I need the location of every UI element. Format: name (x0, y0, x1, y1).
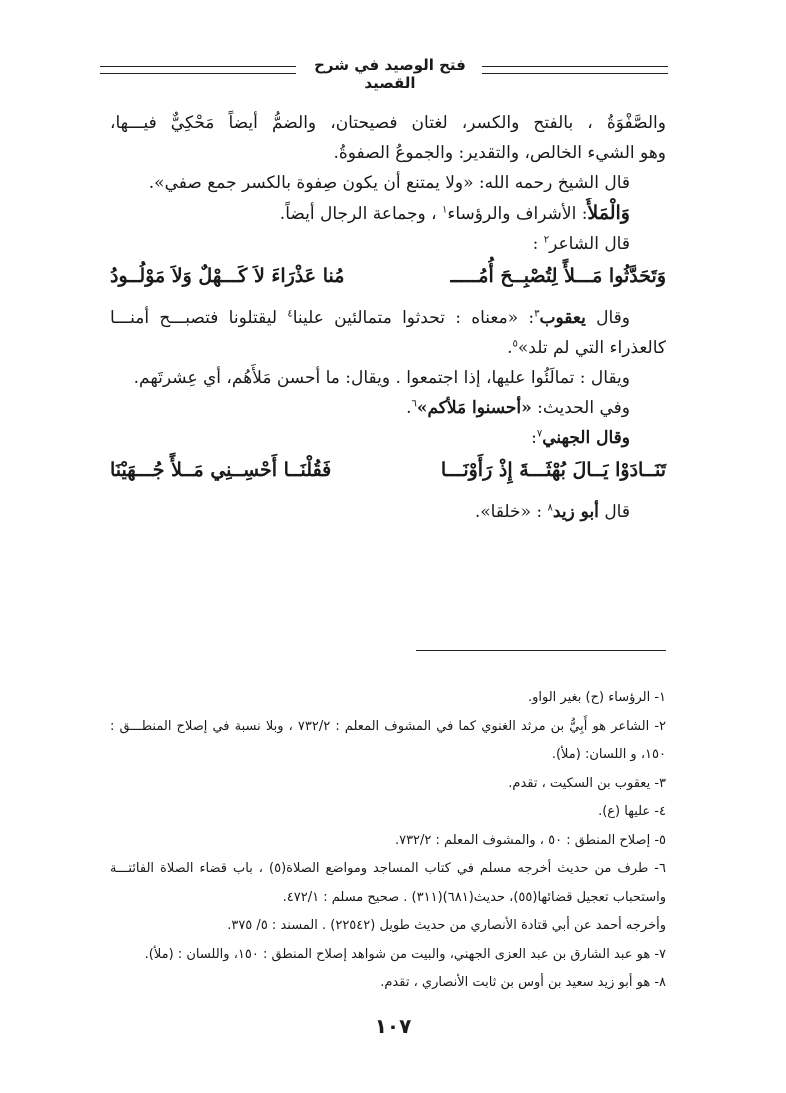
footnote-ref-6: ٦ (411, 398, 417, 410)
footnote-ref-5: ٥ (512, 338, 518, 350)
header-rule-left (100, 66, 296, 74)
paragraph-8 (110, 423, 666, 453)
verse-1-first-hemistich: وَتَحَدَّثُوا مَـــلأً لِتُصْبِــحَ أُمُـــــ (450, 265, 666, 287)
footnote-8: ٨- هو أبو زيد سعيد بن أوس بن ثابت الأنصاري ، تقدم. (380, 975, 666, 990)
paragraph-7 (110, 393, 666, 423)
paragraph-4-text: قال الشاعر (549, 234, 630, 254)
footnote-6-line-2: واستحباب تعجيل قضائها(٥٥)، حديث(٦٨١)(٣١١) . صحيح مسلم : ٤٧٢/١. (282, 889, 666, 905)
footnote-ref-1: ١ (442, 204, 448, 216)
paragraph-1-line-2 (110, 138, 666, 168)
page-number: ١٠٧ (374, 1014, 412, 1038)
footnote-1: ١- الرؤساء (ح) بغير الواو. (527, 690, 666, 705)
footnote-3: ٣- يعقوب بن السكيت ، تقدم. (508, 775, 666, 791)
footnote-4: ٤- عليها (ع). (598, 804, 666, 819)
paragraph-1-line-1 (110, 108, 666, 138)
paragraph-1-line-1-text: والصَّفْوَةُ ، بالفتح والكسر، لغتان فصيحتان، والضمُّ أيضاً مَحْكِيٌّ فيـــها، (110, 113, 666, 133)
name-abu-zayd: أبو زيد (552, 502, 599, 522)
verse-2 (110, 455, 666, 485)
paragraph-5-line-2-text: كالعذراء التي لم تلد» (517, 338, 666, 358)
footnote-ref-4: ٤ (287, 308, 293, 320)
paragraph-9-a: قال (604, 502, 630, 522)
footnote-ref-7: ٧ (536, 428, 543, 440)
hadith-quote: «أحسنوا مَلأكم» (416, 398, 532, 418)
paragraph-5-b: : «معناه : تحدثوا متمالئين علينا (292, 308, 535, 328)
paragraph-4 (110, 229, 666, 259)
paragraph-6 (110, 363, 666, 393)
paragraph-3-text: : الأشراف والرؤساء (447, 204, 588, 224)
paragraph-4-end: : (532, 234, 539, 254)
verse-1 (110, 261, 666, 291)
paragraph-9 (110, 497, 666, 527)
paragraph-5-c: ليقتلونا فتصبـــح أمنـــا (110, 308, 278, 328)
paragraph-9-end: : «خلقا». (474, 502, 543, 522)
verse-1-second-hemistich: مُنا عَذْرَاءَ لاَ كَـــهْلٌ وَلاَ مَوْلُــودُ (110, 265, 345, 287)
name-yaqub: يعقوب (539, 308, 586, 328)
paragraph-3-end: ، وجماعة الرجال أيضاً. (279, 204, 437, 224)
paragraph-5-line-2-end: . (507, 338, 513, 358)
header-title: فتح الوصيد في شرح القصيد (314, 56, 466, 92)
footnote-5: ٥- إصلاح المنطق : ٥٠ ، والمشوف المعلم : ٧٣٢/٢. (394, 832, 666, 848)
paragraph-7-end: . (406, 398, 412, 418)
footnote-2-line-2: ١٥٠، و اللسان: (ملأ). (551, 747, 666, 762)
paragraph-7-a: وفي الحديث: (537, 398, 630, 418)
paragraph-2 (110, 168, 666, 198)
paragraph-5-line-1 (110, 303, 666, 333)
paragraph-5-a: وقال (596, 308, 630, 328)
footnote-2-line-1: ٢- الشاعر هو أَبِيُّ بن مرثد الغنوي كما في المشوف المعلم : ٧٣٢/٢ ، وبلا نسبة في إصلاح المنطـــق : (110, 718, 666, 734)
verse-2-second-hemistich: فَقُلْنَــا أَحْسِــنِي مَــلأً جُـــهَيْنَا (110, 459, 332, 481)
paragraph-8-end: : (531, 428, 537, 448)
footnotes (110, 684, 666, 998)
paragraph-2-text: قال الشيخ رحمه الله: «ولا يمتنع أن يكون صِفوة بالكسر جمع صفي». (148, 173, 630, 193)
footnote-6-line-3: وأخرجه أحمد عن أبي قتادة الأنصاري من حديث طويل (٢٢٥٤٢) . المسند : ٥/ ٣٧٥. (227, 918, 666, 933)
header-rule-right (482, 66, 668, 74)
paragraph-6-text: ويقال : تمالَئُوا عليها، إذا اجتمعوا . ويقال: ما أحسن مَلأَهُم، أي عِشرتَهم. (133, 368, 630, 388)
main-text (110, 108, 666, 527)
paragraph-8-text: وقال الجهني (542, 428, 630, 448)
paragraph-5-line-2 (110, 333, 666, 363)
paragraph-3 (110, 198, 666, 229)
footnote-6-line-1: ٦- طرف من حديث أخرجه مسلم في كتاب المساجد ومواضع الصلاة(٥) ، باب قضاء الصلاة الفائتـــة (110, 861, 666, 876)
paragraph-1-line-2-text: وهو الشيء الخالص، والتقدير: والجموعُ الصفوةُ. (333, 143, 666, 163)
running-header (100, 56, 668, 92)
footnote-ref-2: ٢ (543, 234, 550, 246)
footnote-divider (416, 650, 666, 651)
footnote-ref-8: ٨ (547, 502, 553, 514)
verse-2-first-hemistich: تَنَــادَوْا يَــالَ بُهْثَـــةَ إِذْ رَأَوْنَـــا (440, 459, 666, 481)
footnote-7: ٧- هو عبد الشارق بن عبد العزى الجهني، والبيت من شواهد إصلاح المنطق : ١٥٠، واللسان : (ملأ). (144, 946, 666, 962)
footnote-ref-3: ٣ (534, 308, 540, 320)
headword-almala: وَالْمَلأُ (587, 202, 630, 224)
